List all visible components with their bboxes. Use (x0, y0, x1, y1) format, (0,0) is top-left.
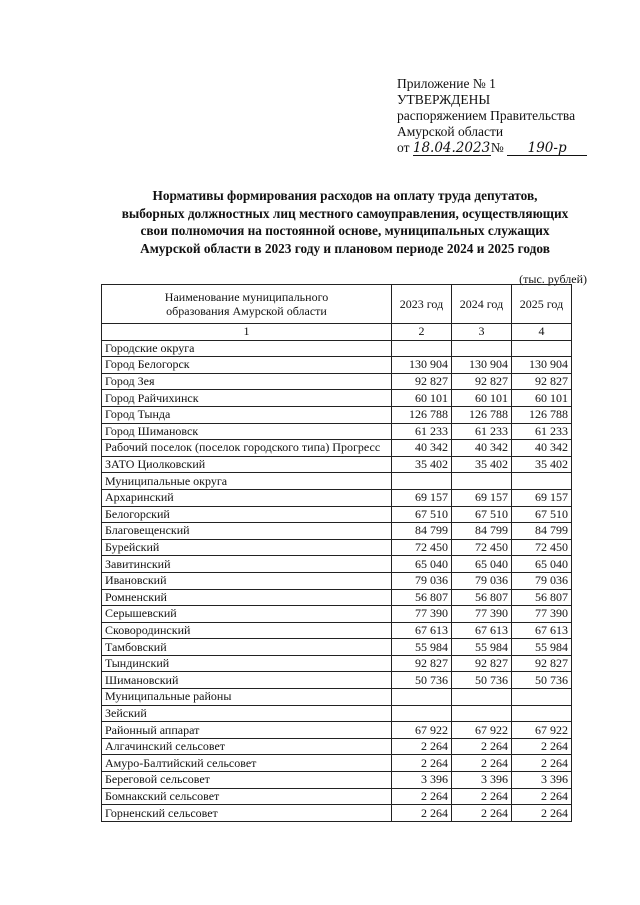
approval-authority: распоряжением Правительства (397, 108, 576, 123)
value-cell: 56 807 (512, 589, 572, 606)
value-cell: 69 157 (392, 489, 452, 506)
table-row (102, 440, 572, 457)
value-cell (392, 340, 452, 357)
value-cell: 72 450 (512, 539, 572, 556)
table-row (102, 357, 572, 374)
value-cell: 40 342 (452, 440, 512, 457)
value-cell: 130 904 (452, 357, 512, 374)
value-cell: 2 264 (392, 788, 452, 805)
value-cell: 55 984 (392, 639, 452, 656)
index-cell: 3 (452, 324, 512, 341)
row-name: Алгачинский сельсовет (102, 738, 392, 755)
row-name: Бурейский (102, 539, 392, 556)
table-row (102, 489, 572, 506)
row-name: ЗАТО Циолковский (102, 456, 392, 473)
value-cell: 126 788 (392, 406, 452, 423)
table-row (102, 639, 572, 656)
value-cell (392, 705, 452, 722)
row-name: Зейский (102, 705, 392, 722)
value-cell: 60 101 (392, 390, 452, 407)
value-cell: 84 799 (452, 523, 512, 540)
row-name: Город Райчихинск (102, 390, 392, 407)
row-name: Тамбовский (102, 639, 392, 656)
value-cell: 92 827 (392, 373, 452, 390)
row-name: Береговой сельсовет (102, 772, 392, 789)
value-cell: 130 904 (512, 357, 572, 374)
value-cell: 2 264 (392, 755, 452, 772)
table-row (102, 572, 572, 589)
value-cell: 67 922 (512, 722, 572, 739)
value-cell: 3 396 (392, 772, 452, 789)
row-name: Город Белогорск (102, 357, 392, 374)
value-cell: 79 036 (452, 572, 512, 589)
value-cell: 2 264 (452, 755, 512, 772)
value-cell: 2 264 (512, 805, 572, 822)
value-cell: 92 827 (512, 373, 572, 390)
column-header-2025: 2025 год (512, 285, 572, 324)
value-cell: 2 264 (452, 738, 512, 755)
table-row (102, 772, 572, 789)
row-name: Рабочий поселок (поселок городского типа) Прогресс (102, 440, 392, 457)
value-cell: 65 040 (392, 556, 452, 573)
row-name: Город Тында (102, 406, 392, 423)
value-cell: 77 390 (392, 606, 452, 623)
value-cell: 50 736 (392, 672, 452, 689)
value-cell: 55 984 (512, 639, 572, 656)
value-cell: 2 264 (512, 738, 572, 755)
value-cell: 84 799 (512, 523, 572, 540)
row-name: Районный аппарат (102, 722, 392, 739)
title-line: Нормативы формирования расходов на оплату труда депутатов, (152, 188, 538, 203)
value-cell (512, 473, 572, 490)
value-cell: 67 510 (452, 506, 512, 523)
value-cell: 65 040 (512, 556, 572, 573)
value-cell: 72 450 (392, 539, 452, 556)
value-cell: 2 264 (452, 788, 512, 805)
value-cell: 67 613 (392, 622, 452, 639)
value-cell: 69 157 (452, 489, 512, 506)
value-cell (512, 689, 572, 706)
table-row (102, 689, 572, 706)
table-row (102, 373, 572, 390)
index-row (102, 324, 572, 341)
value-cell: 69 157 (512, 489, 572, 506)
row-name: Ивановский (102, 572, 392, 589)
table-row (102, 589, 572, 606)
column-header-2023: 2023 год (392, 285, 452, 324)
value-cell: 84 799 (392, 523, 452, 540)
table-row (102, 705, 572, 722)
row-name: Благовещенский (102, 523, 392, 540)
value-cell: 67 922 (392, 722, 452, 739)
value-cell: 67 922 (452, 722, 512, 739)
value-cell: 40 342 (392, 440, 452, 457)
row-name: Завитинский (102, 556, 392, 573)
column-header-name: Наименование муниципального образования Амурской области (102, 285, 392, 324)
value-cell: 92 827 (392, 655, 452, 672)
table-row (102, 456, 572, 473)
value-cell: 92 827 (452, 373, 512, 390)
row-name: Городские округа (102, 340, 392, 357)
row-name: Муниципальные районы (102, 689, 392, 706)
row-name: Город Зея (102, 373, 392, 390)
table-row (102, 805, 572, 822)
title-line: выборных должностных лиц местного самоуправления, осуществляющих (121, 205, 569, 221)
index-cell: 4 (512, 324, 572, 341)
table-row (102, 622, 572, 639)
table-row (102, 655, 572, 672)
row-name: Тындинский (102, 655, 392, 672)
row-name: Муниципальные округа (102, 473, 392, 490)
value-cell (452, 705, 512, 722)
appendix-number: Приложение № 1 (397, 76, 496, 91)
index-cell: 2 (392, 324, 452, 341)
value-cell: 60 101 (452, 390, 512, 407)
value-cell: 50 736 (512, 672, 572, 689)
value-cell: 67 613 (452, 622, 512, 639)
value-cell: 79 036 (512, 572, 572, 589)
value-cell: 40 342 (512, 440, 572, 457)
table-row (102, 606, 572, 623)
value-cell: 77 390 (452, 606, 512, 623)
value-cell: 61 233 (392, 423, 452, 440)
row-name: Архаринский (102, 489, 392, 506)
row-name: Город Шимановск (102, 423, 392, 440)
value-cell: 126 788 (512, 406, 572, 423)
value-cell: 126 788 (452, 406, 512, 423)
value-cell: 65 040 (452, 556, 512, 573)
title-line: Амурской области в 2023 году и плановом периоде 2024 и 2025 годов (140, 240, 550, 256)
table-row (102, 672, 572, 689)
from-label: от (397, 140, 410, 155)
value-cell: 72 450 (452, 539, 512, 556)
value-cell: 67 510 (512, 506, 572, 523)
number-label: № (490, 140, 504, 155)
approval-number: 190-р (507, 141, 587, 156)
header-row (102, 285, 572, 324)
value-cell (512, 340, 572, 357)
table-row (102, 390, 572, 407)
value-cell: 61 233 (512, 423, 572, 440)
row-name: Амуро-Балтийский сельсовет (102, 755, 392, 772)
value-cell: 92 827 (512, 655, 572, 672)
row-name: Сковородинский (102, 622, 392, 639)
table-row (102, 556, 572, 573)
row-name: Серышевский (102, 606, 392, 623)
value-cell: 2 264 (452, 805, 512, 822)
value-cell: 79 036 (392, 572, 452, 589)
value-cell: 2 264 (392, 805, 452, 822)
table-row (102, 722, 572, 739)
approval-region: Амурской области (397, 124, 504, 139)
table-row (102, 406, 572, 423)
table-row (102, 755, 572, 772)
value-cell (392, 473, 452, 490)
approval-date-line (397, 140, 587, 156)
value-cell: 50 736 (452, 672, 512, 689)
value-cell: 35 402 (452, 456, 512, 473)
value-cell (392, 689, 452, 706)
document-title (90, 187, 600, 257)
value-cell: 56 807 (452, 589, 512, 606)
row-name: Шимановский (102, 672, 392, 689)
value-cell: 2 264 (392, 738, 452, 755)
value-cell: 55 984 (452, 639, 512, 656)
table-row (102, 539, 572, 556)
units-label: (тыс. рублей) (519, 272, 587, 286)
approval-date: 18.04.2023 (412, 140, 491, 156)
value-cell: 67 613 (512, 622, 572, 639)
value-cell: 130 904 (392, 357, 452, 374)
value-cell: 61 233 (452, 423, 512, 440)
table-row (102, 340, 572, 357)
value-cell: 35 402 (392, 456, 452, 473)
value-cell: 2 264 (512, 788, 572, 805)
column-header-2024: 2024 год (452, 285, 512, 324)
value-cell: 3 396 (512, 772, 572, 789)
row-name: Белогорский (102, 506, 392, 523)
value-cell: 2 264 (512, 755, 572, 772)
table-row (102, 423, 572, 440)
appendix-block (397, 76, 587, 156)
table-row (102, 738, 572, 755)
value-cell (452, 473, 512, 490)
table-row (102, 523, 572, 540)
value-cell (452, 340, 512, 357)
value-cell: 3 396 (452, 772, 512, 789)
row-name: Ромненский (102, 589, 392, 606)
value-cell: 92 827 (452, 655, 512, 672)
value-cell: 60 101 (512, 390, 572, 407)
table-row (102, 788, 572, 805)
norms-table (101, 284, 572, 822)
row-name: Горненский сельсовет (102, 805, 392, 822)
value-cell (452, 689, 512, 706)
table-row (102, 473, 572, 490)
value-cell: 35 402 (512, 456, 572, 473)
table-row (102, 506, 572, 523)
value-cell: 56 807 (392, 589, 452, 606)
value-cell (512, 705, 572, 722)
approved-label: УТВЕРЖДЕНЫ (397, 92, 491, 107)
row-name: Бомнакский сельсовет (102, 788, 392, 805)
title-line: свои полномочия на постоянной основе, муниципальных служащих (140, 223, 550, 238)
value-cell: 77 390 (512, 606, 572, 623)
index-cell: 1 (102, 324, 392, 341)
value-cell: 67 510 (392, 506, 452, 523)
